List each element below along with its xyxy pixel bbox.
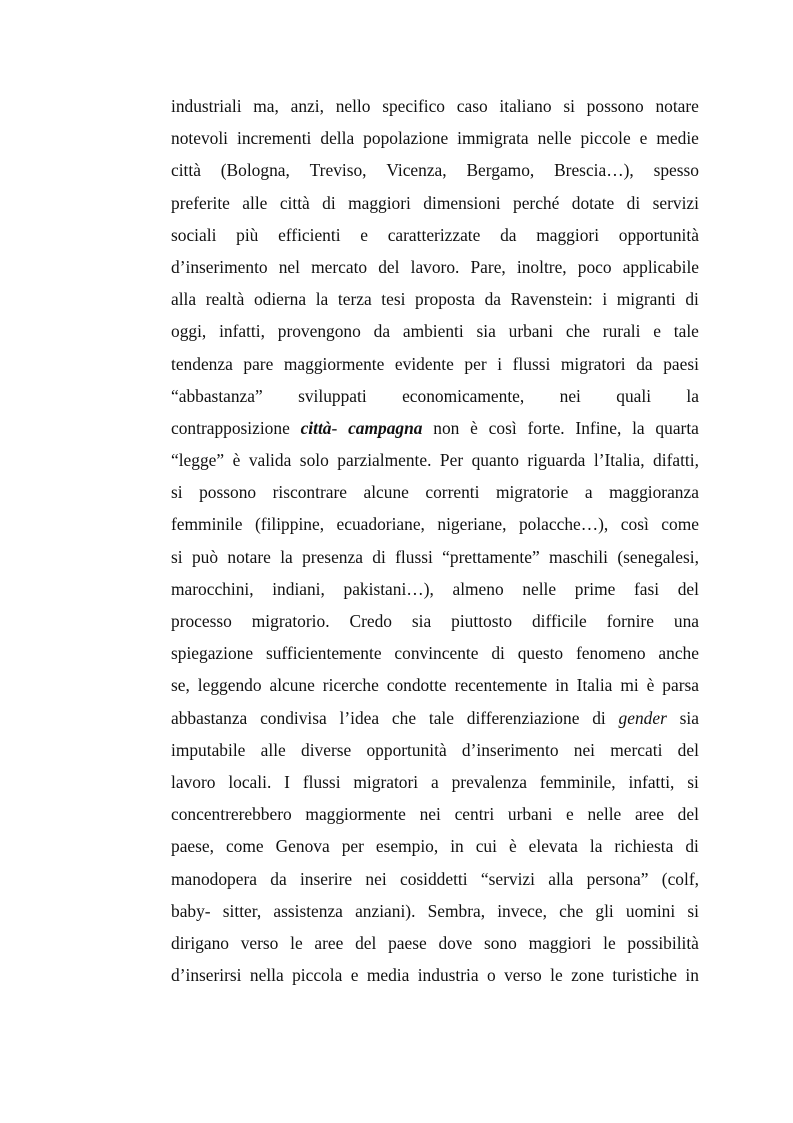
text-word: presenza: [302, 546, 363, 567]
text-word: o: [486, 965, 496, 986]
text-word: convincente: [394, 643, 479, 664]
text-word: da: [636, 353, 653, 374]
text-word: uomini: [625, 900, 676, 921]
text-word: l’Italia,: [593, 450, 645, 471]
text-word: flussi: [512, 353, 551, 374]
text-word: che: [559, 900, 584, 921]
text-word: maggiormente: [305, 804, 406, 825]
text-word: e: [653, 321, 661, 342]
text-line: [171, 927, 699, 959]
text-word: Sembra,: [427, 900, 486, 921]
text-word: la: [686, 385, 699, 406]
text-word: femminile: [171, 514, 243, 535]
text-word: si: [687, 900, 699, 921]
text-word: quanto: [471, 450, 519, 471]
text-line: [171, 476, 699, 508]
text-word: d’inserirsi: [171, 965, 242, 986]
text-word: di: [491, 643, 505, 664]
text-line: [171, 444, 699, 476]
text-word: può: [191, 546, 219, 567]
text-word: della: [320, 128, 355, 149]
text-word: l’idea: [339, 707, 380, 728]
text-word: tendenza: [171, 353, 233, 374]
text-word: “abbastanza”: [171, 385, 263, 406]
text-word: migratori: [560, 353, 626, 374]
text-word: per: [464, 353, 487, 374]
text-word: la: [589, 836, 603, 857]
text-word: Per: [439, 450, 464, 471]
text-word: Pare,: [470, 256, 506, 277]
text-word: si: [687, 771, 699, 792]
text-word: riscontrare: [272, 482, 347, 503]
text-word: prime: [574, 578, 616, 599]
text-word: Treviso,: [309, 160, 367, 181]
text-word: mercato: [311, 256, 368, 277]
text-line: [171, 573, 699, 605]
text-word: sia: [679, 707, 699, 728]
text-word: (filippine,: [254, 514, 325, 535]
text-word: turistiche: [612, 965, 678, 986]
text-word: d’inserimento: [171, 256, 268, 277]
text-word: sia: [411, 611, 432, 631]
text-word: piccole: [580, 128, 631, 149]
text-word: imputabile: [171, 739, 246, 760]
text-word: anzi,: [290, 96, 324, 116]
text-word: caratterizzate: [387, 224, 481, 245]
text-word: processo: [171, 611, 232, 631]
text-word: alla: [171, 289, 197, 310]
text-word: correnti: [425, 482, 480, 503]
text-word: lavoro.: [410, 256, 460, 277]
text-word: migratori: [353, 771, 419, 792]
text-word: di: [322, 192, 336, 213]
text-word: ma,: [253, 96, 279, 116]
text-word: ricerche: [322, 675, 379, 696]
text-word: in: [555, 675, 569, 696]
text-word: condotte: [386, 675, 447, 696]
text-word: preferite: [171, 192, 230, 213]
text-word: [348, 412, 422, 444]
text-word: nei: [573, 739, 596, 760]
text-line: [171, 219, 699, 251]
text-line: [171, 315, 699, 347]
text-word: richiesta: [614, 836, 674, 857]
text-word: anche: [658, 643, 699, 664]
text-word: Vicenza,: [386, 160, 447, 181]
text-word: paese: [388, 932, 427, 953]
text-line: [171, 637, 699, 669]
text-word: dirigano: [171, 932, 229, 953]
text-word: verso: [504, 965, 542, 986]
text-word: maggiormente: [283, 353, 385, 374]
text-line: [171, 187, 699, 219]
text-word: la: [280, 546, 293, 567]
text-word: possono: [199, 482, 257, 503]
text-word: “servizi: [480, 868, 535, 889]
text-line: [171, 412, 699, 444]
text-word: provengono: [277, 321, 361, 342]
text-line: [171, 702, 699, 734]
text-word: popolazione: [363, 128, 449, 149]
text-word: [619, 702, 667, 734]
text-word: flussi: [302, 771, 341, 792]
text-word: si: [171, 546, 183, 567]
text-word: del: [378, 256, 400, 277]
text-word: del: [355, 932, 377, 953]
text-word: di: [685, 836, 699, 857]
text-word: Infine,: [575, 417, 622, 438]
text-word: questo: [517, 643, 564, 664]
body-text: [171, 90, 699, 991]
text-word: cui: [475, 836, 497, 857]
text-word: elevata: [528, 836, 578, 857]
text-word: notevoli: [171, 128, 228, 149]
text-word: è: [470, 417, 478, 438]
text-word: così: [620, 514, 649, 535]
text-word: non: [433, 417, 460, 438]
text-word: di: [592, 707, 606, 728]
text-word: e: [566, 804, 574, 825]
text-word: solo: [299, 450, 329, 471]
text-word: maschili: [549, 546, 608, 567]
text-line: [171, 863, 699, 895]
text-word: notare: [655, 96, 699, 116]
text-word: è: [646, 675, 655, 696]
text-word: nelle: [587, 804, 622, 825]
text-word: inserire: [299, 868, 353, 889]
text-word: Credo: [349, 611, 392, 631]
text-line: [171, 380, 699, 412]
text-word: alle: [260, 739, 286, 760]
emphasis-text: campagna: [348, 417, 423, 438]
text-word: opportunità: [618, 224, 699, 245]
text-word: sociali: [171, 224, 217, 245]
text-word: industriali: [171, 96, 242, 116]
text-word: Brescia…),: [554, 160, 634, 181]
text-word: locali.: [228, 771, 272, 792]
text-word: nei: [559, 385, 581, 406]
text-word: industria: [417, 965, 479, 986]
text-word: specifico: [382, 96, 445, 116]
text-word: alcune: [363, 482, 409, 503]
text-word: (colf,: [661, 868, 699, 889]
text-word: sia: [476, 321, 496, 342]
text-word: differenziazione: [466, 707, 580, 728]
text-word: perché: [513, 192, 560, 213]
text-word: mi: [620, 675, 639, 696]
text-word: indiani,: [272, 578, 325, 599]
text-word: spesso: [653, 160, 699, 181]
text-word: nelle: [537, 128, 572, 149]
text-word: marocchini,: [171, 578, 254, 599]
text-word: odierna: [253, 289, 307, 310]
text-word: si: [563, 96, 575, 116]
text-word: Italia: [576, 675, 613, 696]
text-word: alle: [242, 192, 268, 213]
text-word: I: [284, 771, 290, 792]
text-word: dotate: [571, 192, 615, 213]
text-word: migranti: [616, 289, 676, 310]
text-line: [171, 895, 699, 927]
text-word: è: [232, 450, 241, 471]
text-word: parsa: [662, 675, 699, 696]
text-line: [171, 959, 699, 991]
text-word: fornire: [606, 611, 654, 631]
text-word: condivisa: [260, 707, 327, 728]
text-word: Genova: [275, 836, 330, 857]
text-word: una: [673, 611, 699, 631]
text-word: evidente: [394, 353, 454, 374]
text-word: manodopera: [171, 868, 257, 889]
text-word: riguarda: [527, 450, 586, 471]
text-word: (senegalesi,: [617, 546, 699, 567]
text-word: da: [373, 321, 391, 342]
text-word: se,: [171, 675, 190, 696]
text-word: del: [677, 804, 699, 825]
text-word: migratorie: [495, 482, 569, 503]
italic-text: gender: [618, 707, 667, 728]
text-word: nei: [419, 804, 441, 825]
text-word: che: [391, 707, 417, 728]
text-line: [171, 508, 699, 540]
text-word: rurali: [602, 321, 641, 342]
text-word: baby-: [171, 900, 211, 921]
text-word: applicabile: [622, 256, 699, 277]
text-word: poco: [577, 256, 612, 277]
text-word: recentemente: [454, 675, 548, 696]
text-word: Ravenstein:: [510, 289, 593, 310]
text-line: [171, 798, 699, 830]
text-word: esempio,: [375, 836, 439, 857]
text-word: aree: [314, 932, 344, 953]
text-word: mercati: [610, 739, 663, 760]
text-word: polacche…),: [518, 514, 609, 535]
text-word: da: [484, 289, 501, 310]
text-line: [171, 90, 699, 122]
text-word: abbastanza: [171, 707, 248, 728]
text-line: [171, 734, 699, 766]
text-word: (Bologna,: [220, 160, 290, 181]
text-word: assistenza: [273, 900, 343, 921]
text-word: medie: [656, 128, 699, 149]
text-word: maggiori: [536, 224, 600, 245]
text-word: che: [565, 321, 590, 342]
text-word: sitter,: [222, 900, 262, 921]
text-word: la: [315, 289, 329, 310]
text-word: italiano: [499, 96, 552, 116]
text-word: difficile: [531, 611, 587, 631]
text-word: centri: [454, 804, 495, 825]
text-word: tale: [428, 707, 454, 728]
text-word: fenomeno: [576, 643, 646, 664]
text-word: verso: [240, 932, 279, 953]
text-word: prevalenza: [451, 771, 527, 792]
text-line: [171, 605, 699, 637]
text-word: paese,: [171, 836, 214, 857]
text-word: terza: [337, 289, 372, 310]
text-word: alcune: [269, 675, 315, 696]
text-word: incrementi: [237, 128, 312, 149]
text-word: piuttosto: [451, 611, 513, 631]
text-word: tesi: [381, 289, 406, 310]
text-word: maggioranza: [609, 482, 699, 503]
text-word: caso: [456, 96, 488, 116]
text-word: del: [677, 578, 699, 599]
text-word: lavoro: [171, 771, 216, 792]
text-word: spiegazione: [171, 643, 254, 664]
text-word: nello: [335, 96, 371, 116]
text-word: dimensioni: [423, 192, 501, 213]
text-word: ambienti: [402, 321, 464, 342]
text-word: pare: [243, 353, 274, 374]
text-line: [171, 154, 699, 186]
emphasis-text: città: [300, 417, 332, 438]
text-word: efficienti: [278, 224, 341, 245]
text-word: e: [360, 224, 368, 245]
text-word: le: [290, 932, 303, 953]
text-word: nelle: [522, 578, 557, 599]
text-word: proposta: [415, 289, 475, 310]
text-word: di: [685, 289, 699, 310]
text-word: città: [279, 192, 310, 213]
text-line: [171, 766, 699, 798]
text-line: [171, 122, 699, 154]
text-word: più: [236, 224, 259, 245]
text-word: media: [366, 965, 410, 986]
text-word: come: [225, 836, 264, 857]
text-word: a: [584, 482, 593, 503]
text-word: Bergamo,: [466, 160, 535, 181]
text-word: possibilità: [627, 932, 699, 953]
text-word: in: [685, 965, 699, 986]
text-word: “prettamente”: [442, 546, 540, 567]
text-word: nei: [365, 868, 387, 889]
text-word: e: [350, 965, 359, 986]
text-word: città: [171, 160, 201, 181]
text-word: così: [488, 417, 517, 438]
text-word: di: [372, 546, 386, 567]
text-word: quali: [616, 385, 652, 406]
text-word: e: [639, 128, 648, 149]
text-word: dove: [438, 932, 473, 953]
text-word: maggiori: [528, 932, 592, 953]
text-line: [171, 830, 699, 862]
text-word: le: [603, 932, 616, 953]
text-word: quarta: [655, 417, 699, 438]
text-word: piccola: [292, 965, 343, 986]
text-word: migratorio.: [251, 611, 330, 631]
text-word: maggiori: [348, 192, 411, 213]
text-word: fasi: [633, 578, 660, 599]
text-word: difatti,: [653, 450, 699, 471]
text-word: zone: [571, 965, 604, 986]
text-word: inoltre,: [516, 256, 567, 277]
text-line: [171, 541, 699, 573]
text-word: possono: [586, 96, 644, 116]
text-word: urbani: [507, 804, 553, 825]
text-word: pakistani…),: [343, 578, 434, 599]
text-word: la: [632, 417, 645, 438]
text-word: forte.: [527, 417, 565, 438]
text-word: notare: [227, 546, 271, 567]
text-word: le: [550, 965, 563, 986]
text-word: ecuadoriane,: [336, 514, 425, 535]
text-word: per: [341, 836, 364, 857]
text-word: “legge”: [171, 450, 225, 471]
text-word: oggi,: [171, 321, 207, 342]
text-word: gli: [595, 900, 614, 921]
text-word: nel: [278, 256, 300, 277]
text-line: [171, 251, 699, 283]
text-line: [171, 348, 699, 380]
text-word: contrapposizione: [171, 417, 290, 438]
text-word: sufficientemente: [265, 643, 382, 664]
text-word: è: [508, 836, 517, 857]
text-word: concentrerebbero: [171, 804, 292, 825]
text-word: tale: [673, 321, 699, 342]
text-line: [171, 669, 699, 701]
text-line: [171, 283, 699, 315]
text-word: realtà: [205, 289, 245, 310]
text-word: sviluppati: [298, 385, 367, 406]
text-word: nella: [249, 965, 284, 986]
text-word: femminile,: [539, 771, 616, 792]
text-word: diverse: [301, 739, 352, 760]
text-word: economicamente,: [402, 385, 525, 406]
text-word: persona”: [586, 868, 649, 889]
text-word: i: [602, 289, 608, 310]
text-word: anziani).: [355, 900, 416, 921]
text-word: paesi: [663, 353, 699, 374]
text-word: valida: [248, 450, 292, 471]
text-word: in: [450, 836, 464, 857]
text-word: cosiddetti: [399, 868, 468, 889]
text-word: invece,: [497, 900, 547, 921]
text-word: leggendo: [197, 675, 262, 696]
text-word: a: [431, 771, 439, 792]
text-word: urbani: [508, 321, 554, 342]
text-word: immigrata: [457, 128, 529, 149]
text-word: parzialmente.: [337, 450, 432, 471]
text-word: alla: [548, 868, 574, 889]
text-word: come: [661, 514, 699, 535]
text-word: di: [626, 192, 641, 213]
text-word: infatti,: [219, 321, 265, 342]
text-word: del: [677, 739, 699, 760]
text-word: i: [497, 353, 503, 374]
text-word: città-: [300, 417, 338, 438]
text-word: da: [270, 868, 287, 889]
text-word: d’inserimento: [461, 739, 559, 760]
text-word: si: [171, 482, 183, 503]
text-word: aree: [635, 804, 664, 825]
text-word: sono: [483, 932, 517, 953]
text-word: flussi: [395, 546, 433, 567]
text-word: almeno: [452, 578, 504, 599]
text-word: da: [500, 224, 517, 245]
text-word: servizi: [652, 192, 699, 213]
text-word: nigeriane,: [437, 514, 507, 535]
text-word: infatti,: [628, 771, 675, 792]
text-word: opportunità: [366, 739, 447, 760]
